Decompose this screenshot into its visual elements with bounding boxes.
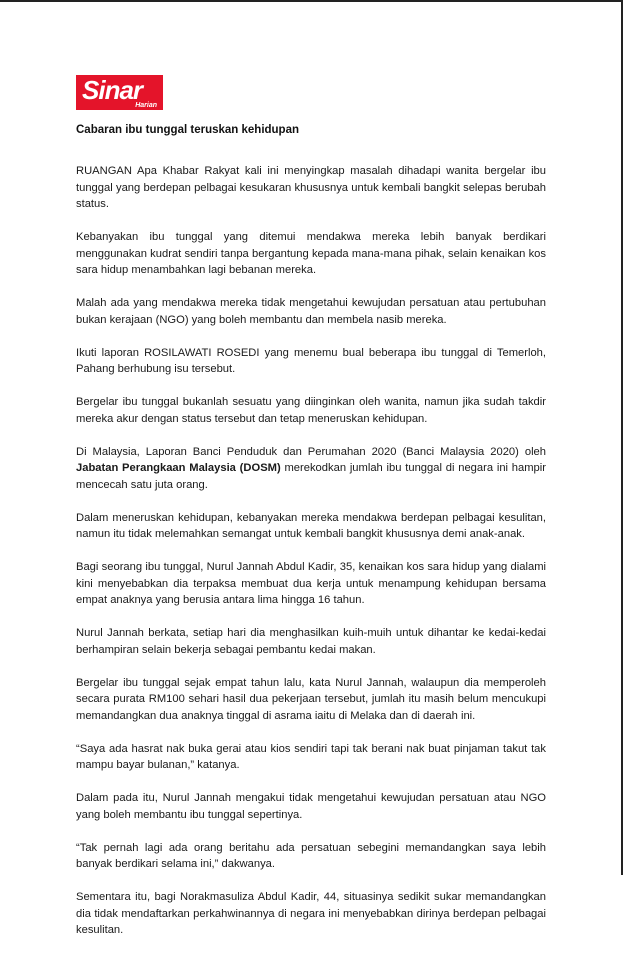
paragraph: “Tak pernah lagi ada orang beritahu ada persatuan sebegini memandangkan saya lebih banyak berdikari selama ini,” dakwanya. — [76, 841, 546, 870]
logo-sub-text: Harian — [135, 102, 157, 109]
paragraph — [76, 444, 546, 494]
page-border-top — [0, 0, 623, 2]
paragraph: Bagi seorang ibu tunggal, Nurul Jannah Abdul Kadir, 35, kenaikan kos sara hidup yang dialami kini menyebabkan dia terpaksa membuat dua kerja untuk menampung kehidupan bersama empat anaknya yang berusia antara lima hingga 16 tahun. — [76, 561, 546, 606]
paragraph: Ikuti laporan ROSILAWATI ROSEDI yang menemu bual beberapa ibu tunggal di Temerloh, Pahang berhubung isu tersebut. — [76, 346, 546, 375]
paragraph-text: merekodkan jumlah ibu tunggal di negara ini hampir mencecah satu juta orang. — [76, 462, 546, 491]
paragraph: RUANGAN Apa Khabar Rakyat kali ini menyingkap masalah dihadapi wanita bergelar ibu tunggal yang berdepan pelbagai kesukaran khususnya untuk kembali bangkit selepas berubah status. — [76, 165, 546, 210]
paragraph: Malah ada yang mendakwa mereka tidak mengetahui kewujudan persatuan atau pertubuhan bukan kerajaan (NGO) yang boleh membantu dan membela nasib mereka. — [76, 297, 546, 326]
paragraph: Dalam pada itu, Nurul Jannah mengakui tidak mengetahui kewujudan persatuan atau NGO yang boleh membantu ibu tunggal sepertinya. — [76, 792, 546, 821]
paragraph-text: Di Malaysia, Laporan Banci Penduduk dan Perumahan 2020 (Banci Malaysia 2020) oleh — [76, 445, 546, 458]
paragraph: Sementara itu, bagi Norakmasuliza Abdul Kadir, 44, situasinya sedikit sukar memandangkan dia tidak mendaftarkan perkahwinannya di negara ini menyebabkan dirinya berdepan pelbagai kesulitan. — [76, 891, 546, 936]
article-body — [76, 163, 546, 955]
paragraph: Bergelar ibu tunggal bukanlah sesuatu yang diinginkan oleh wanita, namun jika sudah takdir mereka akur dengan status tersebut dan tetap meneruskan kehidupan. — [76, 396, 546, 425]
logo-brand-text: Sinar — [82, 75, 143, 105]
paragraph: Dalam meneruskan kehidupan, kebanyakan mereka mendakwa berdepan pelbagai kesulitan, namun itu tidak melemahkan semangat untuk kembali bangkit khususnya demi anak-anak. — [76, 511, 546, 540]
sinar-harian-logo — [76, 75, 163, 110]
paragraph: Bergelar ibu tunggal sejak empat tahun lalu, kata Nurul Jannah, walaupun dia memperoleh secara purata RM100 sehari hasil dua pekerjaan tersebut, jumlah itu masih belum mencukupi memandangkan dua anaknya tinggal di asrama iaitu di Melaka dan di daerah ini. — [76, 676, 546, 722]
article-title: Cabaran ibu tunggal teruskan kehidupan — [76, 124, 300, 136]
paragraph: Nurul Jannah berkata, setiap hari dia menghasilkan kuih-muih untuk dihantar ke kedai-kedai berhampiran selain bekerja sebagai pembantu kedai makan. — [76, 627, 546, 656]
paragraph-bold-text: Jabatan Perangkaan Malaysia (DOSM) — [76, 462, 281, 474]
paragraph: “Saya ada hasrat nak buka gerai atau kios sendiri tapi tak berani nak buat pinjaman takut tak mampu bayar bulanan,” katanya. — [76, 742, 546, 771]
paragraph: Kebanyakan ibu tunggal yang ditemui mendakwa mereka lebih banyak berdikari menggunakan kudrat sendiri tanpa bergantung kepada mana-mana pihak, selain kenaikan kos sara hidup menambahkan lagi bebanan mereka. — [76, 231, 546, 276]
